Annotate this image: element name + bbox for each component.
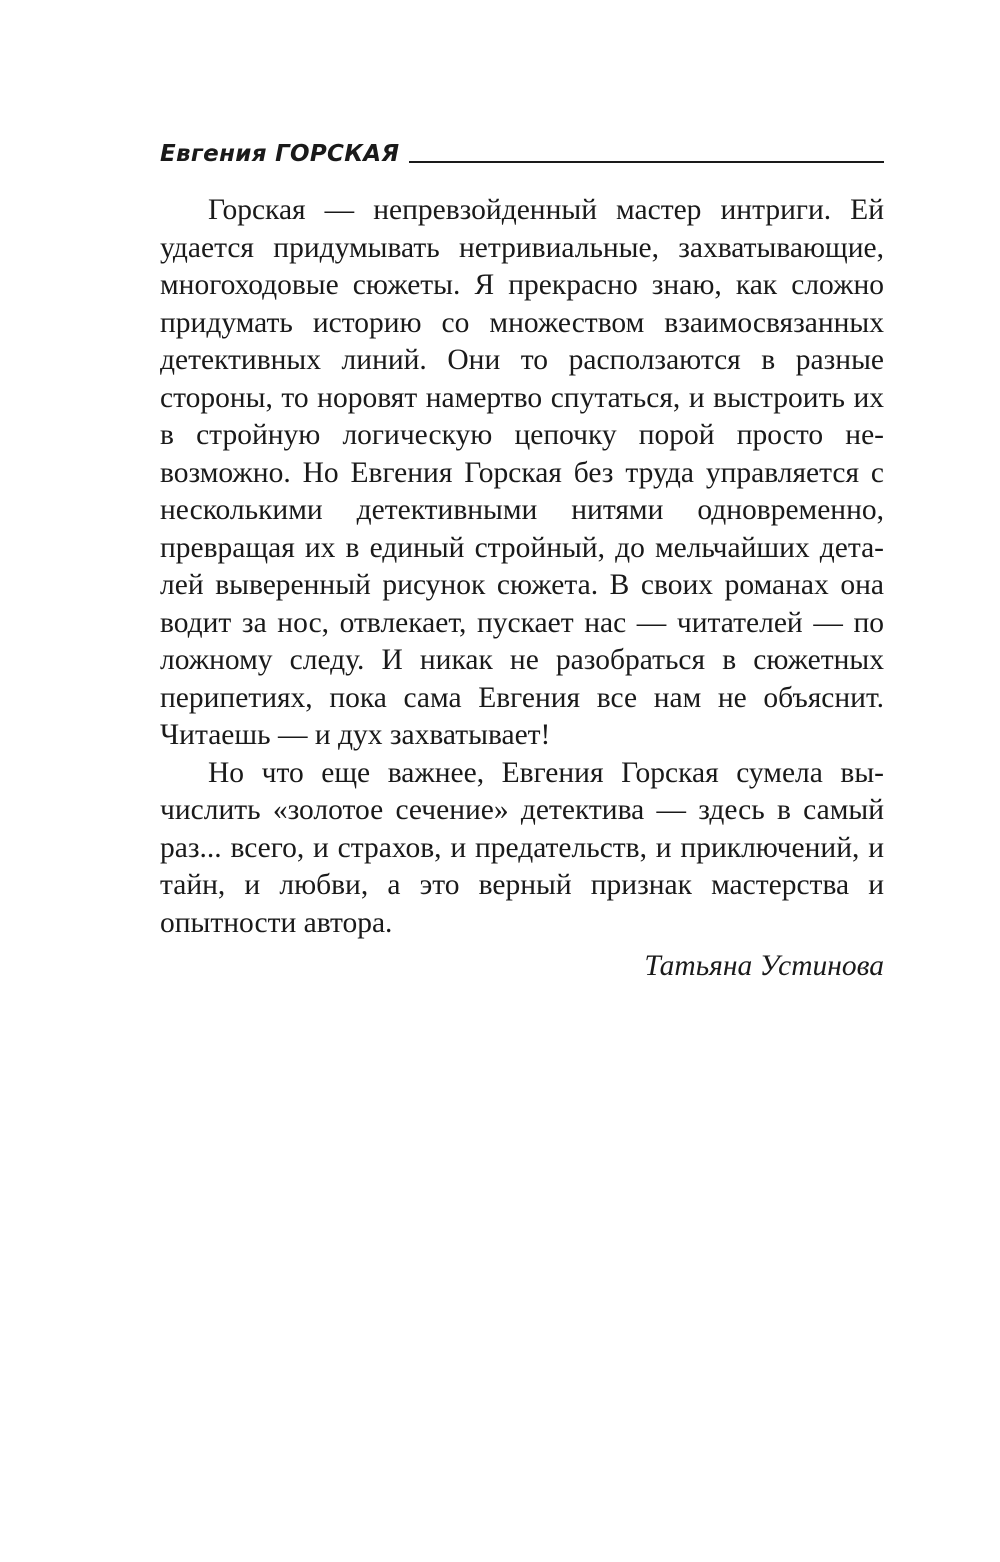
review-signature: Татьяна Устинова <box>644 950 884 982</box>
paragraph-2: Но что еще важнее, Евгения Горская сумела вычислить «золотое сечение» детектива — здесь в самый раз... всего, и страхов, и предательств, и приключений, и тайн, и любви, а это верный признак мастерства и опытности автора. <box>160 756 884 939</box>
running-header-author: Евгения ГОРСКАЯ <box>160 141 400 167</box>
header-rule <box>409 161 884 163</box>
review-text <box>160 192 884 942</box>
running-header <box>160 130 884 166</box>
page <box>160 130 884 986</box>
paragraph-1: Горская — непревзойденный мастер интриги. Ей удается придумывать нетривиальные, захватывающие, многоходовые сюжеты. Я прекрасно знаю, как сложно придумать историю со множеством взаимосвязанных детективных линий. Они то расползаются в разные стороны, то норовят намертво спутаться, и выстроить их в стройную логическую цепочку порой просто невозможно. Но Евгения Горская без труда управляется с несколькими детективными нитями одновременно, превращая их в единый стройный, до мельчайших деталей выверенный рисунок сюжета. В своих романах она водит за нос, отвлекает, пускает нас — читателей — по ложному следу. И никак не разобраться в сюжетных перипетиях, пока сама Евгения все нам не объяснит. Читаешь — и дух захватывает! <box>160 194 884 751</box>
